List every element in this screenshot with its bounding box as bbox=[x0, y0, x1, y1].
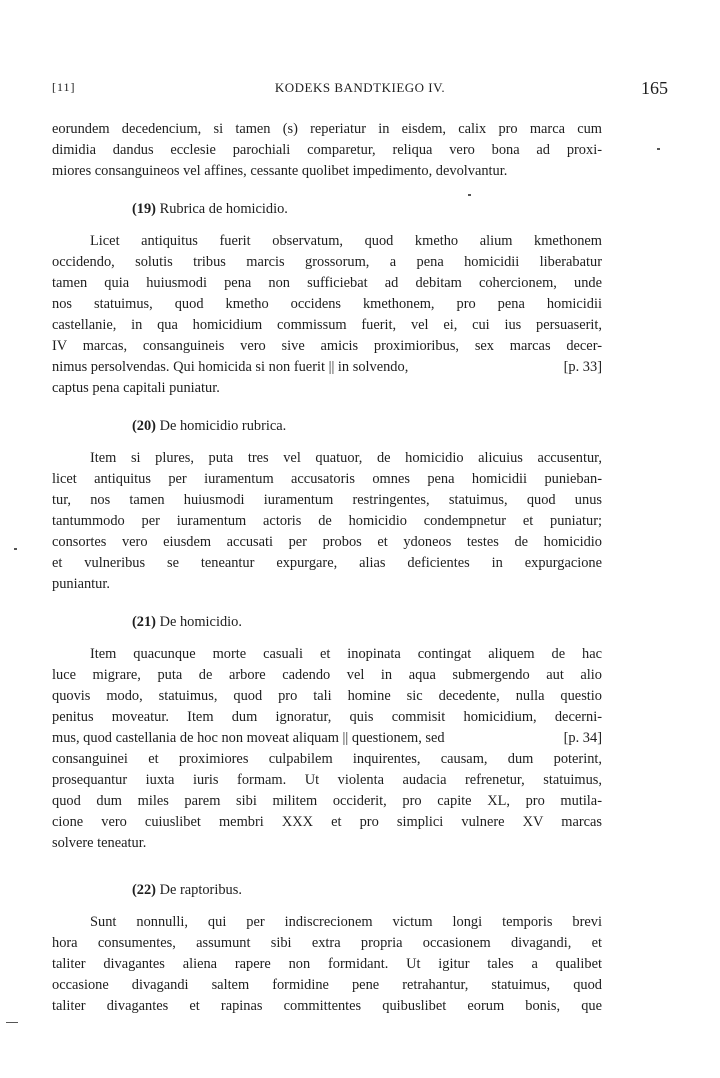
text-line: puniantur. bbox=[52, 576, 110, 592]
section-title: Rubrica de homicidio. bbox=[159, 201, 288, 217]
text-line: solvere teneatur. bbox=[52, 835, 147, 851]
text-line-content: mus, quod castellania de hoc non moveat aliquam || questionem, sed bbox=[52, 730, 445, 746]
text-line: nos statuimus, quod kmetho occidens kmethonem, pro pena homicidii bbox=[52, 296, 602, 312]
text-line: Item quacunque morte casuali et inopinata contingat aliquem de hac bbox=[90, 646, 602, 662]
scan-speck bbox=[14, 548, 17, 550]
text-line: eorundem decedencium, si tamen (s) reperiatur in eisdem, calix pro marca cum bbox=[52, 121, 602, 137]
section-heading bbox=[52, 199, 602, 220]
section-heading bbox=[52, 880, 602, 901]
section-number: (22) bbox=[132, 882, 156, 898]
text-line: hora consumentes, assumunt sibi extra propria occasionem divagandi, et bbox=[52, 935, 602, 951]
section-title: De homicidio rubrica. bbox=[159, 418, 287, 434]
body-text bbox=[52, 119, 602, 1017]
section-number: (20) bbox=[132, 418, 156, 434]
section-heading bbox=[52, 416, 602, 437]
text-line: tantummodo per iuramentum actoris de homicidio condempnetur et puniatur; bbox=[52, 513, 602, 529]
text-line: licet antiquitus per iuramentum accusatoris omnes pena homicidii punieban- bbox=[52, 471, 602, 487]
text-line: taliter divagantes aliena rapere non formidant. Ut igitur tales a qualibet bbox=[52, 956, 602, 972]
section-number: (19) bbox=[132, 201, 156, 217]
text-line: tamen quia huiusmodi pena non sufficiebat ad debitam cohercionem, unde bbox=[52, 275, 602, 291]
text-line: et vulneribus se teneantur expurgare, alias deficientes in expurgacione bbox=[52, 555, 602, 571]
text-line bbox=[52, 357, 602, 378]
page-number: 165 bbox=[641, 78, 668, 98]
running-head bbox=[52, 80, 668, 104]
text-line: tur, nos tamen huiusmodi iuramentum restringentes, statuimus, quod unus bbox=[52, 492, 602, 508]
scan-speck bbox=[657, 148, 660, 150]
text-line: taliter divagantes et rapinas committentes quibuslibet eorum bonis, que bbox=[52, 998, 602, 1014]
text-line: Item si plures, puta tres vel quatuor, de homicidio alicuius accusentur, bbox=[90, 450, 602, 466]
text-line: Sunt nonnulli, qui per indiscrecionem victum longi temporis brevi bbox=[90, 914, 602, 930]
text-line: penitus moveatur. Item dum ignoratur, quis commisit homicidium, decerni- bbox=[52, 709, 602, 725]
text-line: occidendo, solutis tribus marcis grossorum, a pena homicidii liberabatur bbox=[52, 254, 602, 270]
text-line: prosequantur iuxta iuris formam. Ut violenta audacia refrenetur, statuimus, bbox=[52, 772, 602, 788]
section-marker: [11] bbox=[52, 80, 76, 94]
text-line: quovis modo, statuimus, quod pro tali homine sic decedente, nulla questio bbox=[52, 688, 602, 704]
section-title: De homicidio. bbox=[159, 614, 242, 630]
text-line bbox=[52, 728, 602, 749]
section-number: (21) bbox=[132, 614, 156, 630]
text-line: IV marcas, consanguineis vero sive amicis proximioribus, sex marcas decer- bbox=[52, 338, 602, 354]
running-title: KODEKS BANDTKIEGO IV. bbox=[274, 80, 446, 95]
section-title: De raptoribus. bbox=[159, 882, 242, 898]
scan-speck bbox=[468, 194, 471, 196]
text-line: quod dum miles parem sibi militem occiderit, pro capite XL, pro mutila- bbox=[52, 793, 602, 809]
text-line: occasione divagandi saltem formidine pene retrahantur, statuimus, quod bbox=[52, 977, 602, 993]
text-line: captus pena capitali puniatur. bbox=[52, 380, 220, 396]
text-line: consortes vero eiusdem accusati per probos et ydoneos testes de homicidio bbox=[52, 534, 602, 550]
text-line: cione vero cuiuslibet membri XXX et pro simplici vulnere XV marcas bbox=[52, 814, 602, 830]
scan-speck bbox=[6, 1022, 18, 1023]
text-line: castellanie, in qua homicidium commissum fuerit, vel ei, cui ius persuaserit, bbox=[52, 317, 602, 333]
text-line-content: nimus persolvendas. Qui homicida si non fuerit || in solvendo, bbox=[52, 359, 409, 375]
text-line: luce migrare, puta de arbore cadendo vel in aqua submergendo aut alio bbox=[52, 667, 602, 683]
text-line: consanguinei et proximiores culpabilem inquirentes, causam, dum poterint, bbox=[52, 751, 602, 767]
page-break-marker: [p. 34] bbox=[563, 730, 602, 746]
section-heading bbox=[52, 612, 602, 633]
text-line: Licet antiquitus fuerit observatum, quod kmetho alium kmethonem bbox=[90, 233, 602, 249]
text-line: dimidia dandus ecclesie parochiali comparetur, reliqua vero bona ad proxi- bbox=[52, 142, 602, 158]
page-break-marker: [p. 33] bbox=[563, 359, 602, 375]
text-line: miores consanguineos vel affines, cessante quolibet impedimento, devolvantur. bbox=[52, 163, 508, 179]
